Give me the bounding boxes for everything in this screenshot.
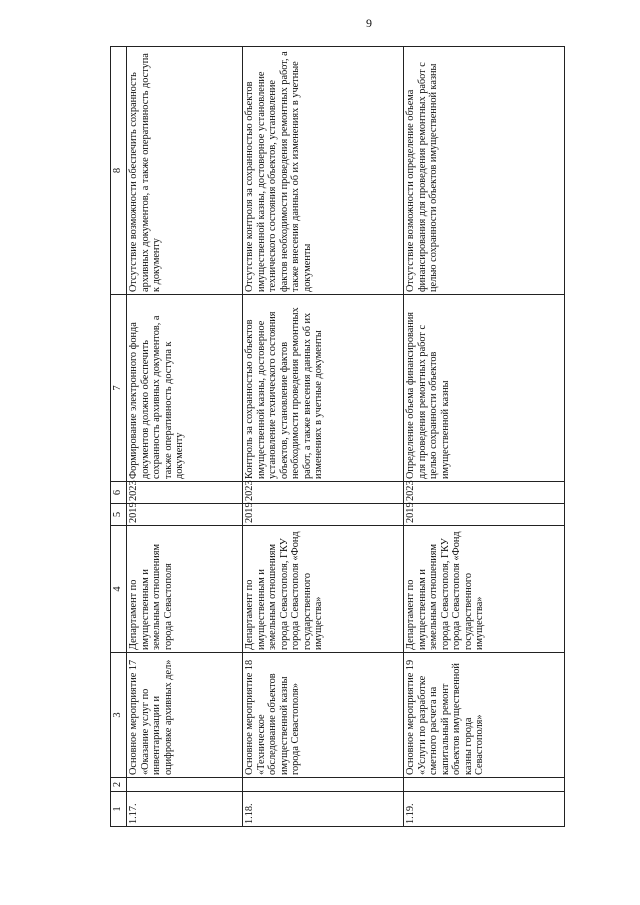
consequences: Отсутствие контроля за сохранностью объектов имущественной казны, достоверное установление технического состояния объектов, установление фактов необходимости проведения ремонтных работ, а также внесения данных об их изменениях в учетные документы bbox=[243, 47, 404, 295]
row-col2 bbox=[243, 778, 404, 792]
event-name: Основное мероприятие 17 «Оказание услуг по инвентаризации и оцифровке архивных дел» bbox=[127, 653, 243, 778]
consequences: Отсутствие возможности определение объема финансирования для проведения ремонтных работ с целью сохранности объектов имущественной казны bbox=[404, 47, 565, 295]
end-year: 2023 bbox=[127, 482, 243, 504]
table-row bbox=[243, 47, 404, 827]
page-number: 9 bbox=[366, 16, 372, 30]
executor: Департамент по имущественным и земельным отношениям города Севастополя bbox=[127, 526, 243, 653]
header-col-8: 8 bbox=[111, 47, 127, 295]
header-col-7: 7 bbox=[111, 295, 127, 482]
row-col2 bbox=[127, 778, 243, 792]
start-year: 2019 bbox=[243, 504, 404, 526]
header-col-1: 1 bbox=[111, 792, 127, 827]
event-name: Основное мероприятие 18 «Техническое обследование объектов имущественной казны города Севастополя» bbox=[243, 653, 404, 778]
row-number: 1.17. bbox=[127, 792, 243, 827]
executor: Департамент по имущественным и земельным отношениям города Севастополя, ГКУ города Севастополя «Фонд государственного имущества» bbox=[243, 526, 404, 653]
end-year: 2023 bbox=[243, 482, 404, 504]
header-col-3: 3 bbox=[111, 653, 127, 778]
row-number: 1.19. bbox=[404, 792, 565, 827]
end-year: 2023 bbox=[404, 482, 565, 504]
header-col-6: 6 bbox=[111, 482, 127, 504]
expected-result: Контроль за сохранностью объектов имущественной казны, достоверное установление технического состояния объектов, установление фактов необходимости проведения ремонтных работ, а также внесения данных об их изменениях в учетные документы bbox=[243, 295, 404, 482]
row-number: 1.18. bbox=[243, 792, 404, 827]
header-col-4: 4 bbox=[111, 526, 127, 653]
start-year: 2019 bbox=[127, 504, 243, 526]
header-col-5: 5 bbox=[111, 504, 127, 526]
event-name: Основное мероприятие 19 «Услуги по разработке сметного расчета на капитальный ремонт объектов имущественной казны города Севастополя» bbox=[404, 653, 565, 778]
table-row bbox=[404, 47, 565, 827]
row-col2 bbox=[404, 778, 565, 792]
start-year: 2019 bbox=[404, 504, 565, 526]
consequences: Отсутствие возможности обеспечить сохранность архивных документов, а также оперативность доступа к документу bbox=[127, 47, 243, 295]
events-table bbox=[110, 46, 565, 827]
expected-result: Формирование электронного фонда документов должно обеспечить сохранность архивных документов, а также оперативность доступа к документу bbox=[127, 295, 243, 482]
expected-result: Определение объема финансирования для проведения ремонтных работ с целью сохранности объектов имущественной казны bbox=[404, 295, 565, 482]
table-row bbox=[127, 47, 243, 827]
rotated-table-frame bbox=[110, 47, 565, 827]
header-row bbox=[111, 47, 127, 827]
header-col-2: 2 bbox=[111, 778, 127, 792]
executor: Департамент по имущественным и земельным отношениям города Севастополя, ГКУ города Севастополя «Фонд государственного имущества» bbox=[404, 526, 565, 653]
